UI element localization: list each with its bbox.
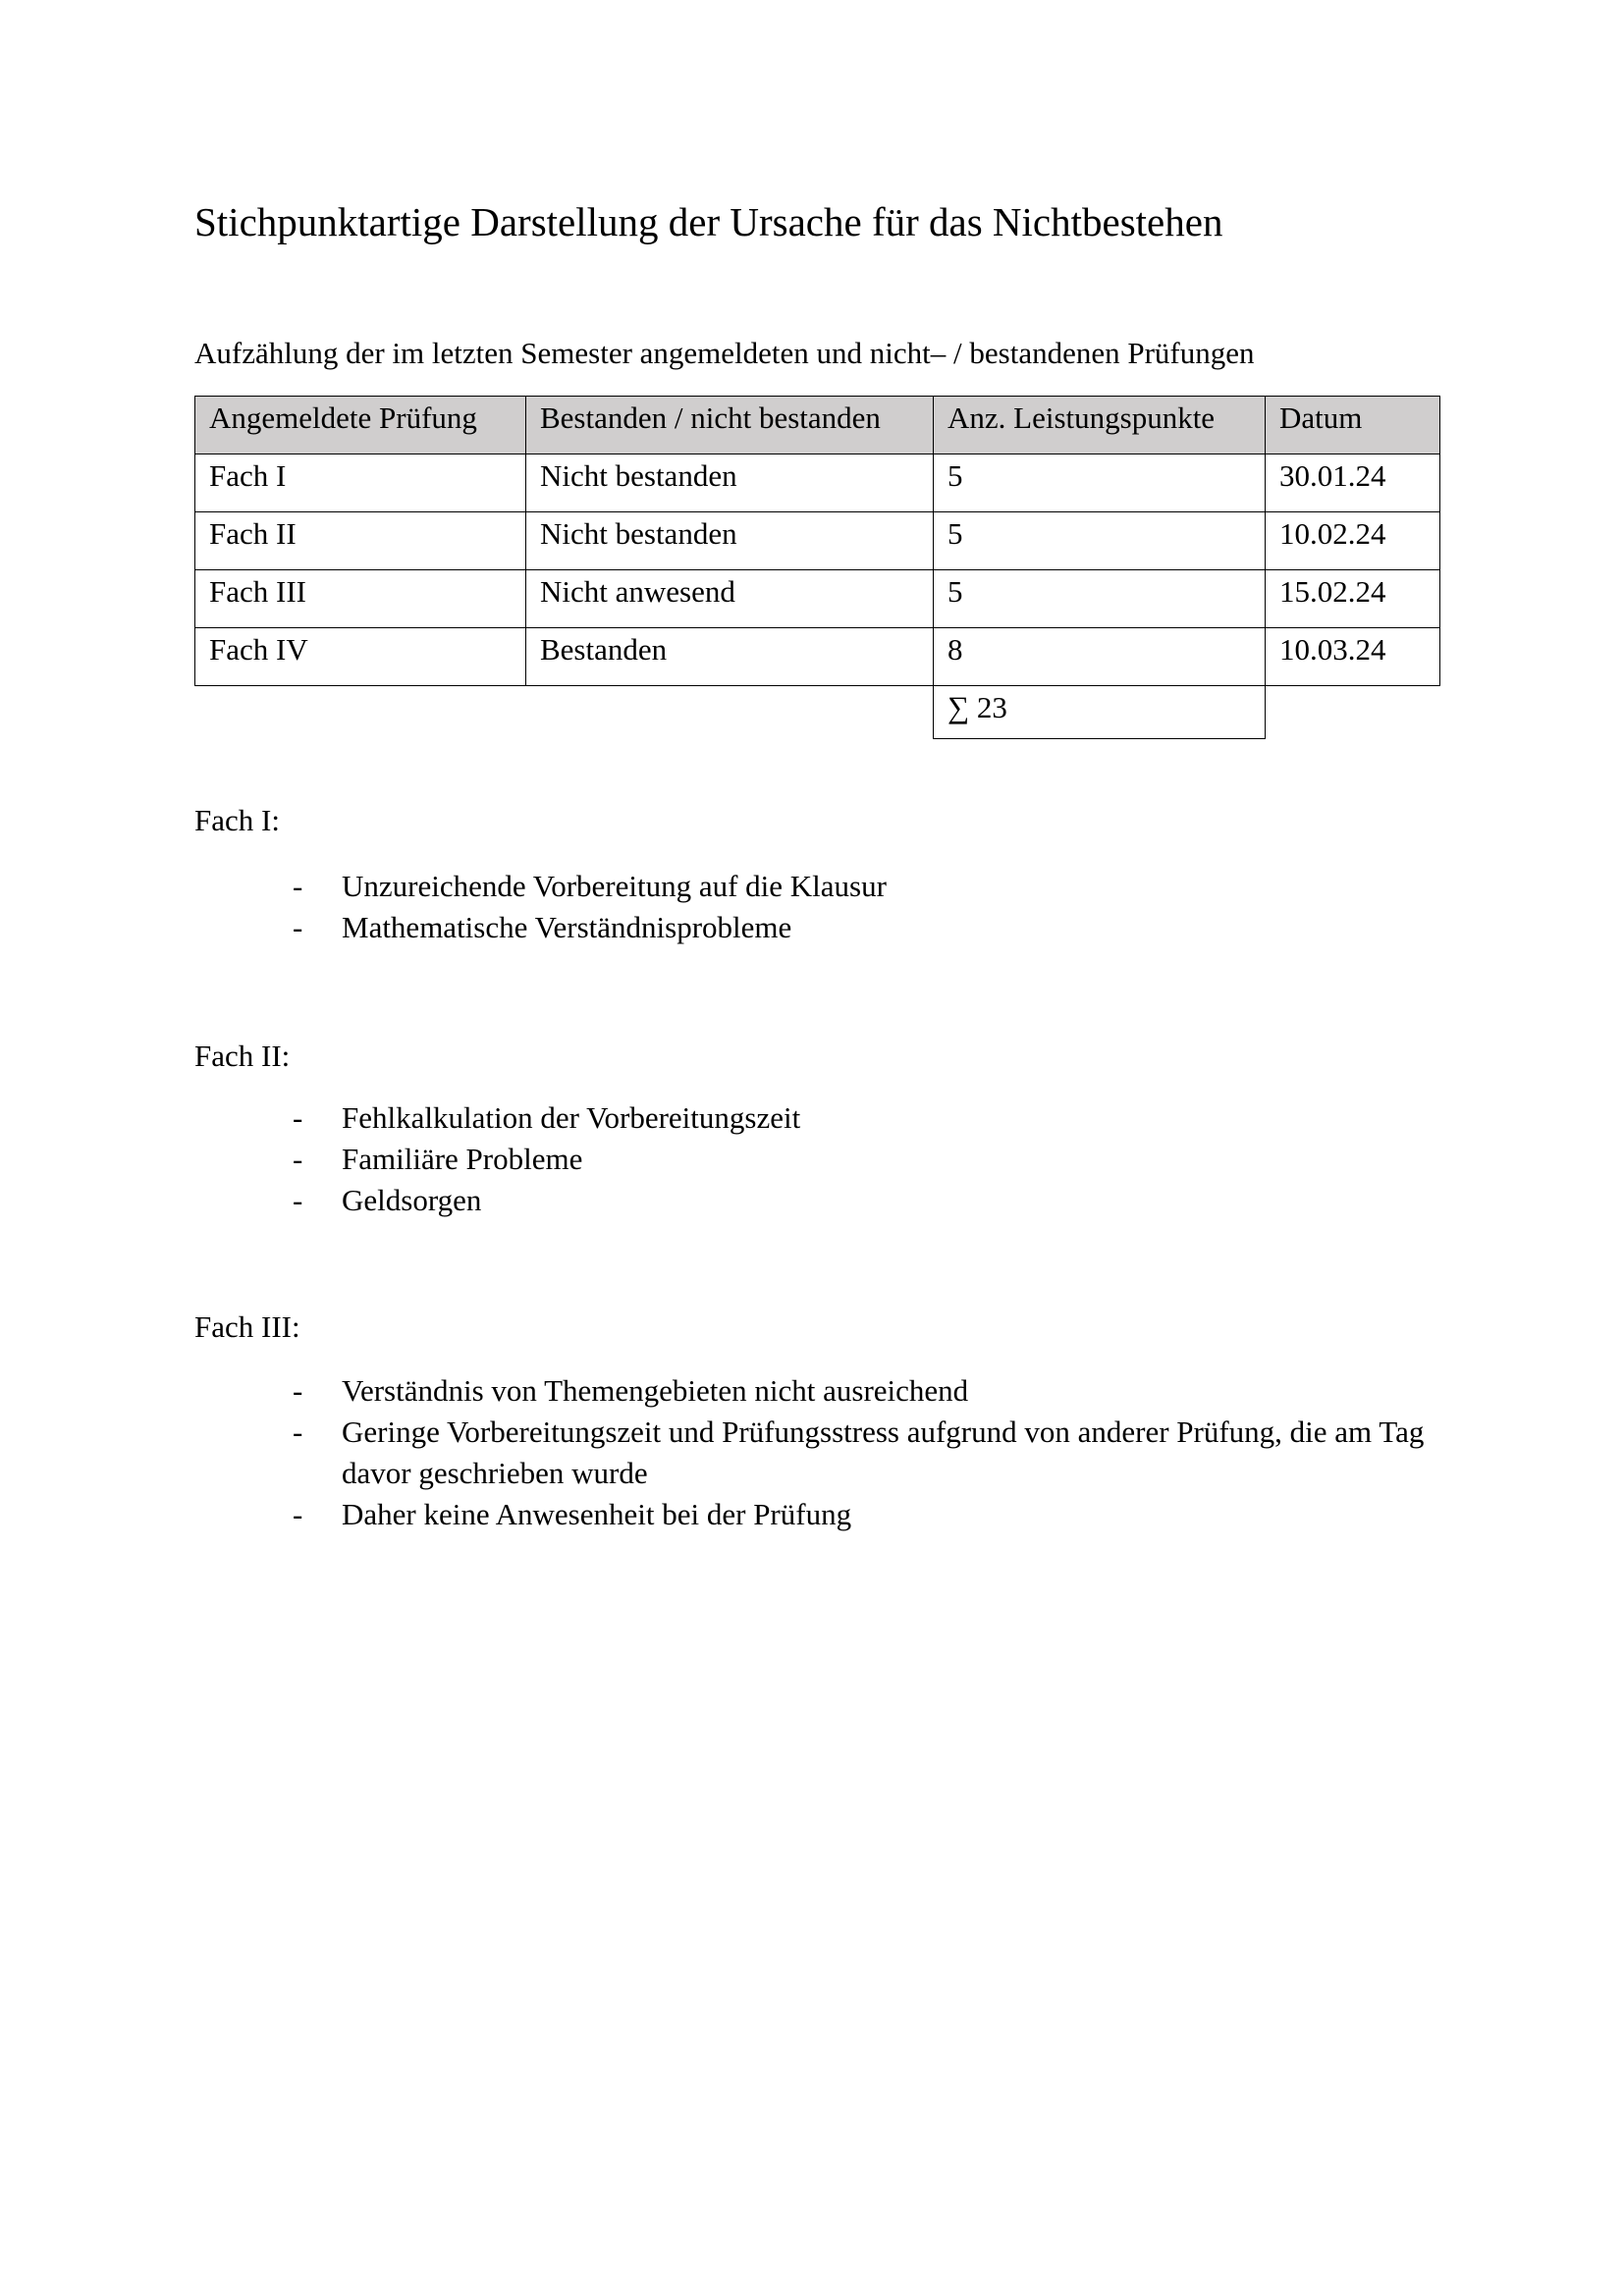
section-heading-fach-3: Fach III: [194, 1309, 300, 1344]
bullet-dash: - [293, 1415, 303, 1449]
list-item [194, 1412, 1471, 1494]
list-item [194, 1180, 1471, 1221]
bullet-dash: - [293, 1142, 303, 1176]
cell-credits: 5 [934, 454, 1266, 512]
header-cell-status: Bestanden / nicht bestanden [526, 397, 934, 454]
list-item [194, 1097, 1471, 1139]
list-item-text: Geldsorgen [342, 1183, 482, 1217]
list-item-text: Geringe Vorbereitungszeit und Prüfungsstress aufgrund von anderer Prüfung, die am Tag davor geschrieben wurde [342, 1415, 1425, 1490]
table-row [195, 570, 1440, 628]
list-item [194, 907, 1471, 948]
cell-exam: Fach III [195, 570, 526, 628]
cell-status: Nicht bestanden [526, 512, 934, 570]
list-item [194, 866, 1471, 907]
list-item [194, 1494, 1471, 1535]
reason-list-fach-2 [194, 1097, 1471, 1221]
list-item-text: Familiäre Probleme [342, 1142, 583, 1176]
cell-date: 10.03.24 [1266, 628, 1440, 686]
list-item-text: Fehlkalkulation der Vorbereitungszeit [342, 1100, 801, 1135]
bullet-dash: - [293, 1373, 303, 1408]
header-cell-credits: Anz. Leistungspunkte [934, 397, 1266, 454]
cell-credits: 5 [934, 512, 1266, 570]
bullet-dash: - [293, 1497, 303, 1531]
cell-date: 15.02.24 [1266, 570, 1440, 628]
cell-exam: Fach IV [195, 628, 526, 686]
exam-table [194, 396, 1440, 739]
cell-status: Nicht anwesend [526, 570, 934, 628]
list-item-text: Daher keine Anwesenheit bei der Prüfung [342, 1497, 852, 1531]
cell-exam: Fach II [195, 512, 526, 570]
list-item-text: Unzureichende Vorbereitung auf die Klausur [342, 869, 887, 903]
bullet-dash: - [293, 1183, 303, 1217]
empty-cell [526, 686, 934, 739]
table-row [195, 628, 1440, 686]
cell-credits: 5 [934, 570, 1266, 628]
table-row [195, 454, 1440, 512]
cell-status: Bestanden [526, 628, 934, 686]
cell-status: Nicht bestanden [526, 454, 934, 512]
header-cell-date: Datum [1266, 397, 1440, 454]
cell-credits: 8 [934, 628, 1266, 686]
cell-date: 30.01.24 [1266, 454, 1440, 512]
credits-sum-cell: ∑ 23 [934, 686, 1266, 739]
cell-date: 10.02.24 [1266, 512, 1440, 570]
list-item [194, 1139, 1471, 1180]
page-title: Stichpunktartige Darstellung der Ursache für das Nichtbestehen [194, 199, 1223, 244]
table-row [195, 512, 1440, 570]
empty-cell [1266, 686, 1440, 739]
reason-list-fach-1 [194, 866, 1471, 948]
reason-list-fach-3 [194, 1370, 1471, 1535]
table-header-row [195, 397, 1440, 454]
table-sum-row [195, 686, 1440, 739]
bullet-dash: - [293, 1100, 303, 1135]
list-item [194, 1370, 1471, 1412]
cell-exam: Fach I [195, 454, 526, 512]
list-item-text: Verständnis von Themengebieten nicht ausreichend [342, 1373, 969, 1408]
section-heading-fach-1: Fach I: [194, 803, 280, 837]
bullet-dash: - [293, 910, 303, 944]
empty-cell [195, 686, 526, 739]
list-item-text: Mathematische Verständnisprobleme [342, 910, 792, 944]
bullet-dash: - [293, 869, 303, 903]
intro-text: Aufzählung der im letzten Semester angemeldeten und nicht– / bestandenen Prüfungen [194, 336, 1255, 370]
header-cell-exam: Angemeldete Prüfung [195, 397, 526, 454]
section-heading-fach-2: Fach II: [194, 1039, 291, 1073]
